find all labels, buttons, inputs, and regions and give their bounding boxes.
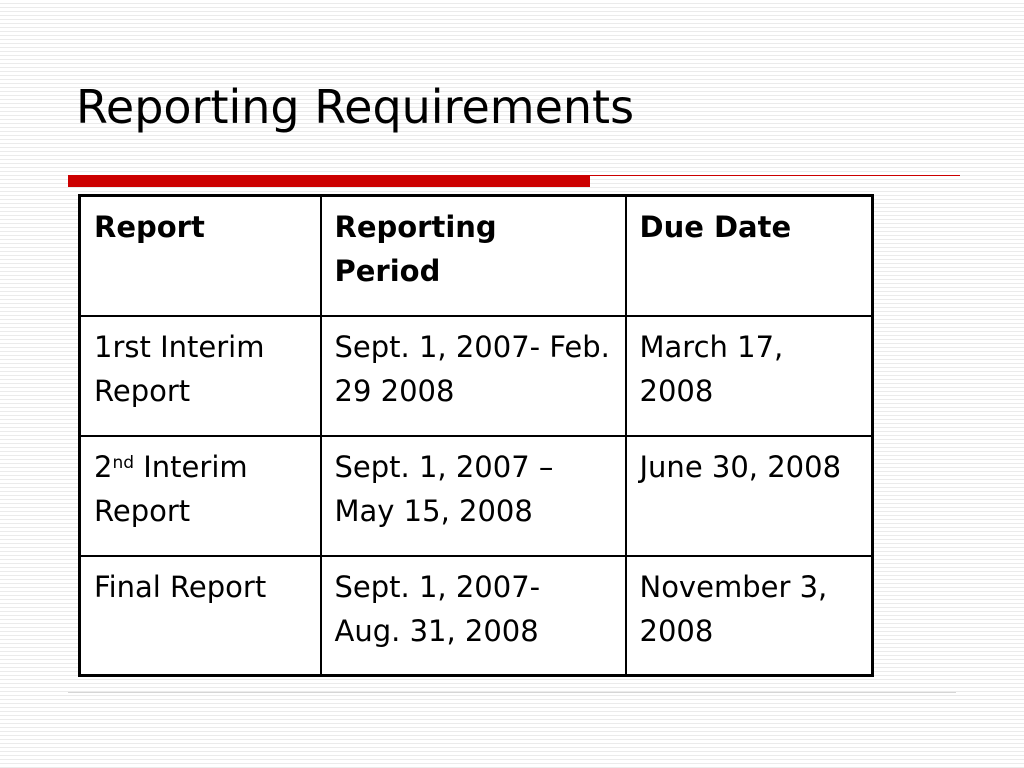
title-underline-accent — [68, 175, 590, 187]
cell-report: 1rst Interim Report — [80, 316, 321, 436]
cell-reporting-period: Sept. 1, 2007- Aug. 31, 2008 — [321, 556, 626, 676]
cell-due-date: November 3, 2008 — [626, 556, 873, 676]
table-row — [80, 436, 873, 556]
table-header-row — [80, 196, 873, 316]
header-report: Report — [80, 196, 321, 316]
table-row — [80, 316, 873, 436]
header-due-date: Due Date — [626, 196, 873, 316]
cell-report — [80, 436, 321, 556]
cell-reporting-period: Sept. 1, 2007 – May 15, 2008 — [321, 436, 626, 556]
ordinal-suffix: nd — [112, 452, 135, 473]
report-number: 2 — [94, 449, 113, 484]
report-name: Interim Report — [94, 449, 248, 528]
cell-due-date: June 30, 2008 — [626, 436, 873, 556]
table-row — [80, 556, 873, 676]
title-underline-thin — [590, 175, 960, 176]
header-reporting-period: Reporting Period — [321, 196, 626, 316]
reporting-requirements-table — [78, 194, 874, 677]
cell-due-date: March 17, 2008 — [626, 316, 873, 436]
cell-reporting-period: Sept. 1, 2007- Feb. 29 2008 — [321, 316, 626, 436]
footer-divider — [68, 692, 956, 693]
cell-report: Final Report — [80, 556, 321, 676]
slide-title: Reporting Requirements — [76, 80, 635, 134]
